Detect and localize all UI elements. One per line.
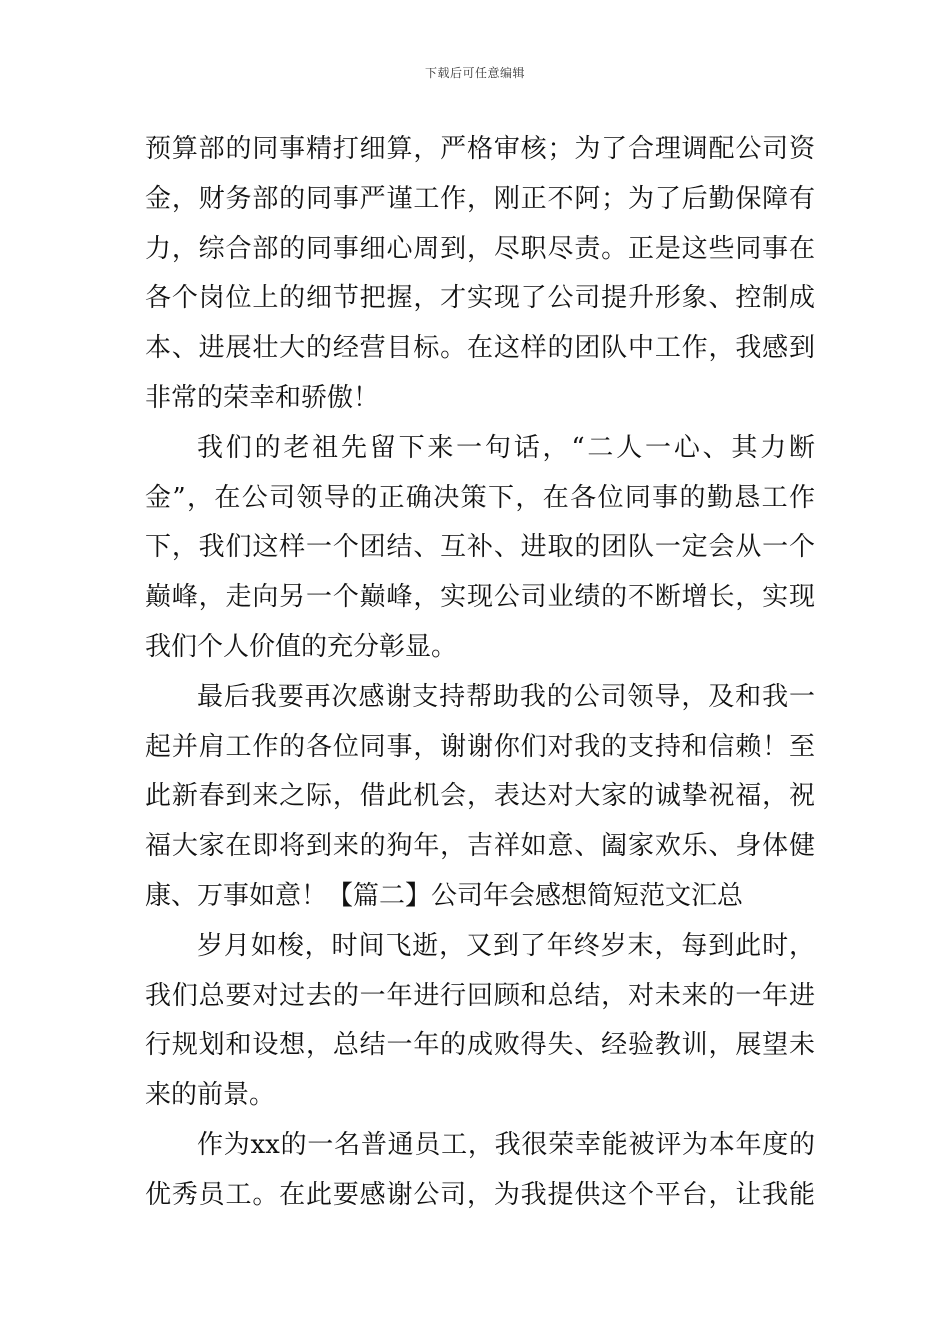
text-line: 作为xx的一名普通员工，我很荣幸能被评为本年度的 <box>197 1129 815 1160</box>
text-line: 力，综合部的同事细心周到，尽职尽责。正是这些同事在 <box>145 233 815 264</box>
text-line: 非常的荣幸和骄傲！ <box>145 382 380 413</box>
text-line: 此新春到来之际，借此机会，表达对大家的诚挚祝福，祝 <box>145 781 815 812</box>
text-line: 本、进展壮大的经营目标。在这样的团队中工作，我感到 <box>145 333 815 364</box>
text-line: 最后我要再次感谢支持帮助我的公司领导，及和我一 <box>197 681 815 712</box>
text-line: 康、万事如意！【篇二】公司年会感想简短范文汇总 <box>145 880 744 911</box>
text-line: 金”，在公司领导的正确决策下，在各位同事的勤恳工作 <box>145 482 815 513</box>
text-line: 来的前景。 <box>145 1080 276 1111</box>
text-line: 预算部的同事精打细算，严格审核；为了合理调配公司资 <box>145 134 815 164</box>
text-line: 巅峰，走向另一个巅峰，实现公司业绩的不断增长，实现 <box>145 582 815 613</box>
text-line: 我们个人价值的充分彰显。 <box>145 631 458 662</box>
text-line: 我们的老祖先留下来一句话，“二人一心、其力断 <box>197 432 815 463</box>
page-header: 下载后可任意编辑 <box>424 66 525 80</box>
text-line: 各个岗位上的细节把握，才实现了公司提升形象、控制成 <box>145 283 815 314</box>
text-line: 起并肩工作的各位同事，谢谢你们对我的支持和信赖！至 <box>145 731 815 762</box>
text-line: 行规划和设想，总结一年的成败得失、经验教训，展望未 <box>145 1030 815 1061</box>
document-body <box>145 125 815 1221</box>
text-line: 优秀员工。在此要感谢公司，为我提供这个平台，让我能 <box>145 1179 815 1210</box>
text-line: 岁月如梭，时间飞逝，又到了年终岁末，每到此时， <box>197 930 815 961</box>
text-line: 金，财务部的同事严谨工作，刚正不阿；为了后勤保障有 <box>145 183 815 214</box>
text-line: 我们总要对过去的一年进行回顾和总结，对未来的一年进 <box>145 980 815 1011</box>
text-line: 下，我们这样一个团结、互补、进取的团队一定会从一个 <box>145 532 815 563</box>
text-line: 福大家在即将到来的狗年，吉祥如意、阖家欢乐、身体健 <box>145 831 815 862</box>
